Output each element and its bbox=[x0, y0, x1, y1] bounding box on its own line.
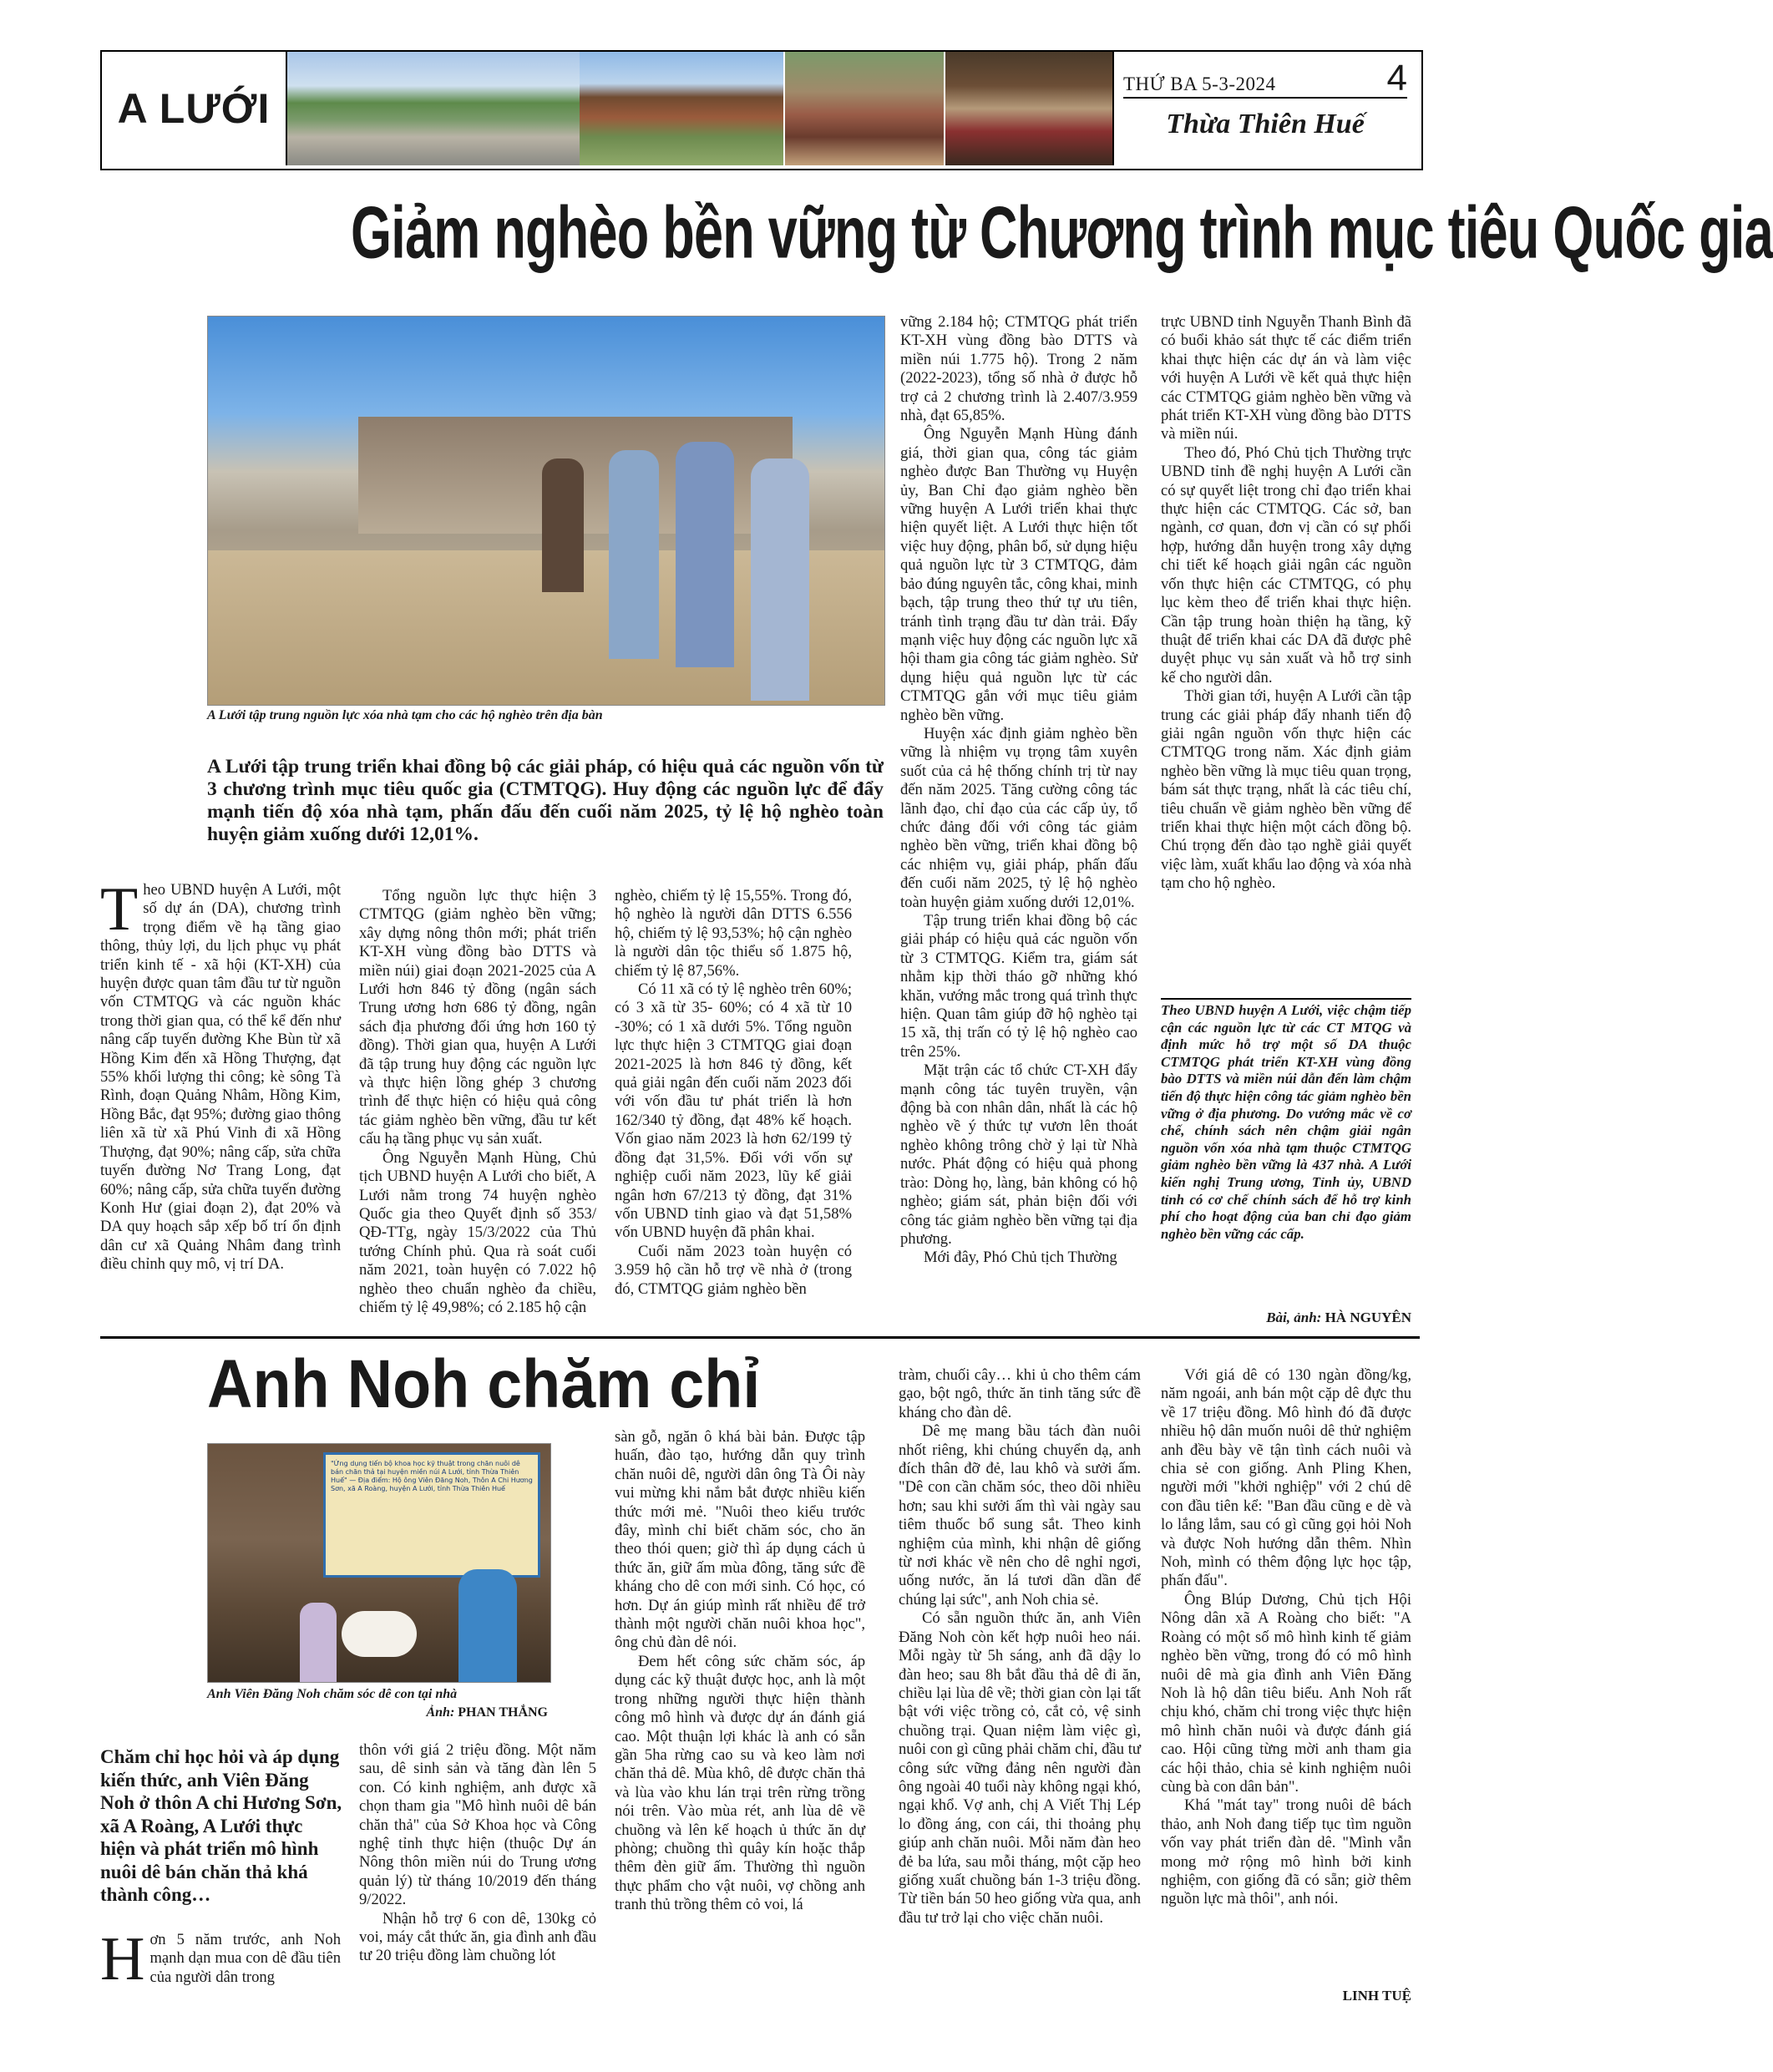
article2-col5-p3: Khá "mát tay" trong nuôi dê bách thảo, anh Noh đang tiếp tục tìm nguồn vốn vay phát triển đàn dê. "Mình vẫn mong mở rộng mô hình bởi kinh nghiệm, con giống đã có sẵn; giờ thêm nguồn lực mà thôi", anh nói. bbox=[1161, 1796, 1411, 1908]
header-photo-festival bbox=[785, 52, 944, 165]
article2-column-4 bbox=[899, 1366, 1141, 1928]
article1-col4-p2: Ông Nguyễn Mạnh Hùng đánh giá, thời gian qua, công tác giảm nghèo được Ban Thường vụ Huyện ủy, Ban Chỉ đạo giảm nghèo bền vững huyện A Lưới triển khai thực hiện quyết liệt. A Lưới thực hiện tốt việc huy động, phân bổ, sử dụng hiệu quả nguồn lực từ 3 CTMTQG, đảm bảo đúng nguyên tắc, công khai, minh bạch, tập trung theo thứ tự ưu tiên, tránh tình trạng đầu tư dàn trải. Đẩy mạnh việc huy động các nguồn lực xã hội tham gia công tác giảm nghèo. Sử dụng hiệu quả nguồn lực từ các CTMTQG gắn với mục tiêu giảm nghèo bền vững. bbox=[900, 425, 1138, 724]
page-number: 4 bbox=[1386, 58, 1407, 99]
article1-col5-p1: trực UBND tỉnh Nguyễn Thanh Bình đã có buổi khảo sát thực tế các điểm triển khai thực hiện các dự án và làm việc với huyện A Lưới về kết quả thực hiện các CTMTQG giảm nghèo bền vững và phát triển KT-XH vùng đồng bào DTTS và miền núi. bbox=[1161, 313, 1411, 443]
villager bbox=[542, 458, 584, 592]
official-1 bbox=[609, 450, 659, 659]
banner-text: "Ứng dụng tiến bộ khoa học kỹ thuật trong chăn nuôi dê bán chăn thả tại huyện miền núi A Lưới, tỉnh Thừa Thiên Huế" — Địa điểm: Hộ ông Viên Đăng Noh, Thôn A Chi Hương Sơn, xã A Roàng, huyện A Lưới, tỉnh Thừa Thiên Huế bbox=[331, 1460, 533, 1492]
article1-col4-p4: Tập trung triển khai đồng bộ các giải pháp có hiệu quả các nguồn vốn từ 3 CTMTQG. Kiểm tra, giám sát nhằm kịp thời tháo gỡ những khó khăn, vướng mắc trong quá trình thực hiện. Quan tâm giúp đỡ hộ nghèo tại 15 xã, thị trấn có tỷ lệ hộ nghèo cao trên 25%. bbox=[900, 912, 1137, 1061]
article2-col5-p2: Ông Blúp Dương, Chủ tịch Hội Nông dân xã A Roàng cho biết: "A Roàng có một số mô hình kinh tế giảm nghèo bền vững, trong đó có mô hình nuôi dê mà gia đình anh Viên Đăng Noh là hộ dân tiêu biểu. Anh Noh rất chịu khó, chăm chỉ trong việc thực hiện mô hình chăn nuôi và được đánh giá cao. Hội cũng từng mời anh tham gia các hội thảo, chia sẻ kinh nghiệm nuôi cùng bà con dân bản". bbox=[1161, 1590, 1411, 1796]
article-separator bbox=[100, 1336, 1420, 1339]
sidebox-rule-top bbox=[1161, 998, 1411, 1000]
goat-figure bbox=[342, 1611, 417, 1657]
article1-col3-p3: Cuối năm 2023 toàn huyện có 3.959 hộ cần hỗ trợ về nhà ở (trong đó, CTMTQG giảm nghèo bền bbox=[615, 1242, 852, 1298]
article1-col4-p5: Mặt trận các tổ chức CT-XH đẩy mạnh công tác tuyên truyền, vận động bà con nhân dân, nhất là các hộ nghèo về ý thức tự vươn lên thoát nghèo không trông chờ ỷ lại từ Nhà nước. Phát động có hiệu quả phong trào: Dòng họ, làng, bản không có hộ nghèo; giám sát, phản biện đối với công tác giảm nghèo bền vững tại địa phương. bbox=[900, 1061, 1137, 1248]
dropcap-h: H bbox=[100, 1925, 145, 1993]
article1-column-1 bbox=[100, 875, 341, 1274]
article1-headline: Giảm nghèo bền vững từ Chương trình mục tiêu Quốc gia bbox=[351, 190, 1773, 274]
article1-col1-text: heo UBND huyện A Lưới, một số dự án (DA), chương trình trọng điểm về hạ tầng giao thông, thủy lợi, du lịch phục vụ phát triển kinh tế - xã hội (KT-XH) của huyện được quan tâm đầu tư từ nguồn vốn CTMTQG và các nguồn khác trong thời gian qua, có thể kể đến như nâng cấp tuyến đường Khe Bùn từ xã Hồng Kim đến xã Hồng Thượng, đạt 55% khối lượng thi công; kè sông Tà Rình, đoạn Quảng Nhâm, Hồng Kim, Hồng Bắc, đạt 95%; đường giao thông liên xã từ xã Phú Vinh đi xã Hồng Thượng, đạt 90%; nâng cấp, sửa chữa tuyến đường Nơ Trang Long, đạt 60%; nâng cấp, sửa chữa tuyến đường Konh Hư (giai đoạn 2), đạt 20% và DA quy hoạch sắp xếp bố trí ổn định dân cư xã Quảng Nhâm đang trình điều chỉnh quy mô, vị trí DA. bbox=[100, 881, 341, 1274]
article2-lead: Chăm chỉ học hỏi và áp dụng kiến thức, anh Viên Đăng Noh ở thôn A chi Hương Sơn, xã A Roàng, A Lưới thực hiện và phát triển mô hình nuôi dê bán chăn thả khá thành công… bbox=[100, 1746, 342, 1905]
article2-col3-p1: sàn gỗ, ngăn ô khá bài bản. Được tập huấn, đào tạo, hướng dẫn quy trình chăn nuôi dê, người dân ông Tà Ôi này vui mừng khi nắm bắt được nhiều kiến thức mới mẻ. "Nuôi theo kiểu trước đây, mình chỉ biết chăm sóc, cho ăn theo thói quen; giờ thì áp dụng cách ủ thức ăn, giữ ấm mùa đông, tăng sức đề kháng cho dê con mới sinh. Có học, có hơn. Dự án giúp mình rất nhiều để trở thành một người chăn nuôi khoa học", ông chủ đàn dê nói. bbox=[615, 1428, 865, 1652]
article1-column-2 bbox=[359, 887, 596, 1317]
man-figure bbox=[458, 1569, 517, 1682]
article1-col4-p3: Huyện xác định giảm nghèo bền vững là nhiệm vụ trọng tâm xuyên suốt của cả hệ thống chính trị từ nay đến năm 2025. Tăng cường công tác lãnh đạo, chỉ đạo của các cấp ủy, tổ chức đảng đối với công tác giảm nghèo bền vững, triển khai đồng bộ các nhiệm vụ, giải pháp, phấn đấu đến cuối năm 2025, tỷ lệ hộ nghèo toàn huyện giảm xuống dưới 12,01%. bbox=[900, 724, 1137, 911]
section-title: A LƯỚI bbox=[117, 85, 271, 132]
article1-photo bbox=[207, 316, 885, 706]
article2-photo-credit bbox=[207, 1705, 548, 1720]
paper-name: Thừa Thiên Huế bbox=[1166, 109, 1365, 139]
header-photo-street bbox=[286, 52, 580, 165]
article1-col4-p6: Mới đây, Phó Chủ tịch Thường bbox=[924, 1249, 1117, 1267]
article1-column-4 bbox=[900, 313, 1137, 1268]
article1-col4-p1: vững 2.184 hộ; CTMTQG phát triển KT-XH vùng đồng bào DTTS và miền núi 1.775 hộ). Trong 2 năm (2022-2023), tổng số nhà ở được hỗ trợ cả 2 chương trình là 2.407/3.959 nhà, đạt 65,85%. bbox=[900, 313, 1137, 425]
article2-headline: Anh Noh chăm chỉ bbox=[207, 1346, 761, 1422]
article2-col4-p3: Có sẵn nguồn thức ăn, anh Viên Đăng Noh còn kết hợp nuôi heo nái. Mỗi ngày từ 5h sáng, anh đã dậy lo đàn heo; sau 8h bắt đầu thả dê đi ăn, chiều lại lùa dê về; thời gian còn lại tất bật với việc trồng cỏ, cắt cỏ, vệ sinh chuồng trại. Quan niệm làm việc gì, nuôi con gì cũng phải chăm chỉ, đầu tư công sức vững đảng nên người đàn ông ngoài 40 tuổi này không ngại khó, ngại khổ. Vợ anh, chị A Viết Thị Lép lo đồng áng, con cái, thi thoảng phụ giúp anh chăn nuôi. Mỗi năm đàn heo đẻ ba lứa, sau mỗi tháng, một cặp heo giống xuất chuồng bán 1-3 triệu đồng. Từ tiền bán 50 heo giống vừa qua, anh đầu tư trở lại cho việc chăn nuôi. bbox=[899, 1609, 1141, 1927]
article1-col3-p1: nghèo, chiếm tỷ lệ 15,55%. Trong đó, hộ nghèo là người dân DTTS 6.556 hộ, chiếm tỷ lệ 93,53%; hộ cận nghèo là người dân tộc thiểu số 1.875 hộ, chiếm tỷ lệ 87,56%. bbox=[615, 887, 852, 980]
official-2 bbox=[676, 442, 734, 667]
article1-byline bbox=[1161, 1310, 1411, 1326]
article1-col5-p3: Thời gian tới, huyện A Lưới cần tập trung các giải pháp đẩy nhanh tiến độ giải ngân nguồn vốn thực hiện các CTMTQG trong năm. Xác định giảm nghèo bền vững là mục tiêu quan trọng, bám sát thực trạng, nhất là các tiêu chí, tiêu chuẩn về giảm nghèo bền vững để triển khai thực hiện một cách đồng bộ. Chú trọng đến đào tạo nghề giải quyết việc làm, xuất khẩu lao động và xóa nhà tạm cho hộ nghèo. bbox=[1161, 687, 1411, 893]
article1-photo-caption: A Lưới tập trung nguồn lực xóa nhà tạm cho các hộ nghèo trên địa bàn bbox=[207, 708, 603, 722]
project-banner bbox=[323, 1452, 540, 1578]
article2-column-5 bbox=[1161, 1366, 1411, 1909]
issue-date: THỨ BA 5-3-2024 bbox=[1123, 73, 1276, 94]
article1-column-5 bbox=[1161, 313, 1411, 894]
article2-col2-p1: thôn với giá 2 triệu đồng. Một năm sau, dê sinh sản và tăng đàn lên 5 con. Có kinh nghiệm, anh được xã chọn tham gia "Mô hình nuôi dê bán chăn thả" của Sở Khoa học và Công nghệ tỉnh thực hiện (thuộc Dự án Nông thôn miền núi do Trung ương quản lý) từ tháng 10/2019 đến tháng 9/2022. bbox=[359, 1741, 596, 1909]
photo-credit-label: Ảnh: bbox=[426, 1705, 455, 1720]
header-photo-stilt-house bbox=[580, 52, 783, 165]
article2-col5-p1: Với giá dê có 130 ngàn đồng/kg, năm ngoái, anh bán một cặp dê đực thu về 17 triệu đồng. Mô hình đó đã được nhiều hộ dân muốn nuôi dê thử nghiệm anh đều bày vẽ tận tình cách nuôi và chia sẻ con giống. Anh Pling Khen, người mới "khởi nghiệp" với 2 chú dê con đầu tiên kể: "Ban đầu cũng e dè và lo lắng lắm, sau có gì cũng gọi hỏi Noh và được Noh hướng dẫn thêm. Nhìn Noh, mình có thêm động lực học tập, phấn đấu". bbox=[1161, 1366, 1411, 1590]
article2-byline: LINH TUỆ bbox=[1342, 1988, 1411, 2004]
official-3 bbox=[751, 458, 809, 701]
article2-column-1 bbox=[100, 1925, 341, 1993]
article1-column-3 bbox=[615, 887, 852, 1299]
article2-col2-p2: Nhận hỗ trợ 6 con dê, 130kg cỏ voi, máy cắt thức ăn, gia đình anh đầu tư 20 triệu đồng làm chuồng lót bbox=[359, 1909, 596, 1965]
article1-col2-p1: Tổng nguồn lực thực hiện 3 CTMTQG (giảm nghèo bền vững; xây dựng nông thôn mới; phát triển KT-XH vùng đồng bào DTTS và miền núi) giai đoạn 2021-2025 của A Lưới hơn 846 tỷ đồng (ngân sách Trung ương hơn 686 tỷ đồng, ngân sách địa phương đối ứng hơn 160 tỷ đồng). Thời gian qua, huyện A Lưới đã tập trung huy động các nguồn lực và thực hiện lồng ghép 3 chương trình để thực hiện có hiệu quả công tác giảm nghèo bền vững, đầu tư kết cấu hạ tầng phục vụ sản xuất. bbox=[359, 887, 596, 1148]
article2-col1-text: ơn 5 năm trước, anh Noh mạnh dạn mua con dê đầu tiên của người dân trong bbox=[149, 1931, 341, 1986]
photo-credit-name: PHAN THẮNG bbox=[458, 1705, 548, 1720]
article1-col5-p2: Theo đó, Phó Chủ tịch Thường trực UBND tỉnh đề nghị huyện A Lưới cần có sự quyết liệt trong chỉ đạo triển khai thực hiện các CTMTQG. Các sở, ban ngành, cơ quan, đơn vị cần có sự phối hợp, hướng dẫn huyện trong xây dựng chi tiết kế hoạch giải ngân các nguồn vốn thực hiện các CTMTQG, có phụ lục kèm theo để triển khai thực hiện. Cần tập trung hoàn thiện hạ tầng, kỹ thuật để triển khai các DA đã được phê duyệt phục vụ sản xuất và hỗ trợ sinh kế cho người dân. bbox=[1161, 443, 1411, 686]
article1-lead: A Lưới tập trung triển khai đồng bộ các giải pháp, có hiệu quả các nguồn vốn từ 3 chương trình mục tiêu quốc gia (CTMTQG). Huy động các nguồn lực để đẩy mạnh tiến độ xóa nhà tạm, phấn đấu đến cuối năm 2025, tỷ lệ hộ nghèo toàn huyện giảm xuống dưới 12,01%. bbox=[207, 756, 884, 845]
article1-col3-p2: Có 11 xã có tỷ lệ nghèo trên 60%; có 3 xã từ 35- 60%; có 4 xã từ 10 -30%; có 1 xã dưới 5%. Tổng nguồn lực thực hiện 3 CTMTQG giai đoạn 2021-2025 là hơn 846 tỷ đồng, kết quả giải ngân đến cuối năm 2023 đối với vốn đầu tư phát triển là hơn 162/340 tỷ đồng, đạt 48% kế hoạch. Vốn giao năm 2023 là hơn 62/199 tỷ đồng đạt 31,5%. Đối với vốn sự nghiệp cuối năm 2023, lũy kế giải ngân hơn 67/213 tỷ đồng, đạt 31% vốn UBND tỉnh giao và đạt 51,58% vốn UBND huyện đã phân khai. bbox=[615, 980, 852, 1242]
byline-name: HÀ NGUYÊN bbox=[1325, 1310, 1411, 1325]
dropcap-t: T bbox=[100, 875, 139, 944]
article2-column-3 bbox=[615, 1428, 865, 1915]
article2-column-2 bbox=[359, 1741, 596, 1966]
header-photo-weaving bbox=[945, 52, 1114, 165]
date-line bbox=[1123, 58, 1407, 99]
child-figure bbox=[300, 1603, 337, 1682]
article1-sidebox: Theo UBND huyện A Lưới, việc chậm tiếp cận các nguồn lực từ các CT MTQG và định mức hỗ trợ một số DA thuộc CTMTQG phát triển KT-XH vùng đồng bào DTTS và miền núi dẫn đến làm chậm tiến độ thực hiện công tác giảm nghèo bền vững ở địa phương. Do vướng mắc về cơ chế, chính sách nên chậm giải ngân nguồn vốn xóa nhà tạm thuộc CTMTQG giảm nghèo bền vững là 437 nhà. A Lưới kiến nghị Trung ương, Tỉnh ủy, UBND tỉnh có cơ chế chính sách để hỗ trợ kinh phí cho hoạt động của ban chỉ đạo giảm nghèo bền vững các cấp. bbox=[1161, 1002, 1411, 1242]
article2-photo bbox=[207, 1443, 551, 1683]
article1-col2-p2: Ông Nguyễn Mạnh Hùng, Chủ tịch UBND huyện A Lưới cho biết, A Lưới nằm trong 74 huyện nghèo Quốc gia theo Quyết định số 353/ QĐ-TTg, ngày 15/3/2022 của Thủ tướng Chính phủ. Qua rà soát cuối năm 2021, toàn huyện có 7.022 hộ nghèo theo chuẩn nghèo đa chiều, chiếm tỷ lệ 49,98%; có 2.185 hộ cận bbox=[359, 1148, 596, 1316]
article2-col3-p2: Đem hết công sức chăm sóc, áp dụng các kỹ thuật được học, anh là một trong những người thực hiện thành công mô hình và được dự án đánh giá cao. Một thuận lợi khác là anh có sẵn gần 5ha rừng cao su và keo làm nơi chăn thả dê. Mùa khô, dê được chăn thả và lùa vào khu lán trại trên rừng trồng nói trên. Vào mùa rét, anh lùa dê về chuồng và lên kế hoạch ủ thức ăn dự phòng; chuồng thì quây kín hoặc thắp thêm đèn giữ ấm. Thường thì nguồn thực phẩm cho vật nuôi, vợ chồng anh tranh thủ trồng thêm cỏ voi, lá bbox=[615, 1652, 865, 1914]
article2-col4-p2: Dê mẹ mang bầu tách đàn nuôi nhốt riêng, khi chúng chuyển dạ, anh đích thân đỡ đẻ, lau khô và sưởi ấm. "Dê con cần chăm sóc, theo dõi nhiều hơn; sau khi sưởi ấm thì vài ngày sau tiêm thuốc bổ sung sắt. Theo kinh nghiệm của mình, khi nhận dê giống từ nơi khác về nên cho dê nghỉ ngơi, uống nước, ăn lá tươi dần dần để chúng lại sức", anh Noh chia sẻ. bbox=[899, 1422, 1141, 1608]
byline-label: Bài, ảnh: bbox=[1266, 1310, 1322, 1325]
section-label bbox=[102, 52, 286, 165]
article2-photo-caption: Anh Viên Đăng Noh chăm sóc dê con tại nhà bbox=[207, 1687, 458, 1701]
article2-col4-p1: tràm, chuối cây… khi ủ cho thêm cám gạo, bột ngô, thức ăn tinh tăng sức đề kháng cho đàn dê. bbox=[899, 1366, 1141, 1421]
